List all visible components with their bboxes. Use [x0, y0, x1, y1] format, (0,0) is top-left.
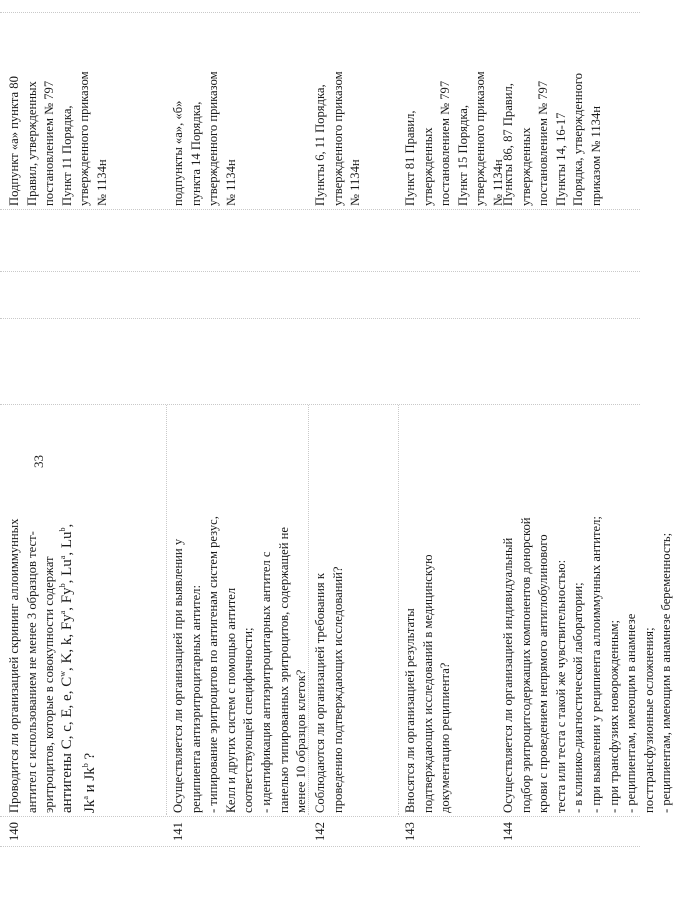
question-line: - реципиентам, имеющим в анамнезе беременность;	[659, 532, 674, 813]
reference-line: утвержденного приказом	[206, 71, 221, 206]
question-line: антител с использованием не менее 3 образцов тест-	[24, 531, 39, 813]
reference-line: Правил, утвержденных	[24, 81, 39, 206]
reference-line: Пункты 6, 11 Порядка,	[313, 84, 327, 206]
legal-reference	[6, 16, 112, 206]
question-line: соответствующей специфичности;	[241, 627, 256, 813]
reference-line: № 1134н	[490, 159, 505, 206]
question-line: менее 10 образцов клеток?	[294, 669, 309, 813]
reference-line: № 1134н	[223, 159, 238, 206]
question-line: проведению подтверждающих исследований?	[330, 566, 345, 813]
question-line: - при выявлении у реципиента аллоиммунных антител;	[588, 516, 603, 813]
row-separator	[166, 405, 167, 815]
reference-line: Пункт 15 Порядка,	[455, 104, 470, 206]
reference-line: постановлением № 797	[42, 80, 57, 206]
reference-line: утвержденных	[420, 127, 435, 206]
row-number: 140	[7, 822, 21, 841]
question-text	[402, 408, 455, 813]
question-line: панелью типированных эритроцитов, содержащей не	[276, 527, 291, 813]
question-line: Осуществляется ли организацией при выявлении у	[171, 538, 185, 813]
reference-line: № 1134н	[94, 159, 109, 206]
reference-line: утвержденного приказом	[77, 71, 92, 206]
page-number: 33	[31, 455, 46, 468]
column-divider	[0, 271, 640, 272]
reference-line: Пункт 81 Правил,	[403, 110, 417, 206]
question-text	[6, 408, 100, 813]
reference-line: Пункты 86, 87 Правил,	[501, 83, 515, 206]
reference-line: Пункт 11 Порядка,	[59, 105, 74, 206]
reference-line: утвержденного приказом	[330, 71, 345, 206]
question-line: документацию реципиента?	[438, 662, 453, 813]
reference-line: пункта 14 Порядка,	[188, 101, 203, 206]
question-line: - идентификация антиэритроцитарных антител с	[258, 551, 273, 813]
reference-line: Подпункт «а» пункта 80	[7, 76, 21, 206]
legal-reference	[500, 16, 606, 206]
question-line: посттрансфузионные осложнения;	[641, 627, 656, 813]
reference-line: № 1134н	[348, 159, 363, 206]
question-line: крови с проведением непрямого антиглобулинового	[536, 534, 551, 813]
question-line: - в клинико-диагностической лаборатории;	[571, 582, 586, 813]
question-line: подбор эритроцитсодержащих компонентов донорской	[518, 517, 533, 813]
reference-line: Пункты 14, 16-17	[553, 112, 568, 206]
row-separator	[398, 405, 399, 815]
question-text	[170, 408, 311, 813]
column-divider	[0, 816, 640, 817]
row-number: 143	[403, 822, 417, 841]
question-line: - при трансфузиях новорожденным;	[606, 620, 621, 813]
question-line: - типирование эритроцитов по антигенам систем резус,	[206, 516, 221, 813]
row-number: 141	[171, 822, 185, 841]
row-number: 144	[501, 822, 515, 841]
question-text	[500, 408, 676, 813]
table-border-right	[0, 12, 640, 13]
question-line: - реципиентам, имеющим в анамнезе	[624, 613, 639, 813]
legal-reference	[170, 16, 240, 206]
question-line: Осуществляется ли организацией индивидуальный	[501, 537, 515, 813]
question-line: Jk$^a$ и Jk$^b$ ?	[81, 752, 99, 813]
question-line: эритроцитов, которые в совокупности содержат	[42, 556, 57, 813]
reference-line: приказом № 1134н	[588, 106, 603, 206]
reference-line: утвержденных	[518, 127, 533, 206]
question-text	[312, 408, 347, 813]
reference-line: постановлением № 797	[438, 80, 453, 206]
column-divider	[0, 404, 640, 405]
reference-line: постановлением № 797	[536, 80, 551, 206]
question-line: теста или теста с такой же чувствительностью:	[553, 559, 568, 813]
question-line: подтверждающих исследований в медицинскую	[420, 554, 435, 813]
row-number: 142	[313, 822, 327, 841]
question-line: антигены C, c, E, e, $C^w$, K, k, Fy$^a$, Fy$^b$, Lu$^a$, Lu$^b$,	[57, 523, 75, 813]
question-line: Проводится ли организацией скрининг аллоиммунных	[7, 518, 21, 813]
question-line: Вносятся ли организацией результаты	[403, 608, 417, 813]
column-divider	[0, 318, 640, 319]
question-line: Соблюдаются ли организацией требования к	[313, 573, 327, 813]
question-line: Келл и других систем с помощью антител	[223, 587, 238, 813]
legal-reference	[402, 16, 508, 206]
question-line: реципиента антиэритроцитарных антител:	[188, 585, 203, 813]
table-border-left	[0, 846, 640, 847]
reference-line: подпункты «а», «б»	[171, 100, 185, 206]
legal-reference	[312, 16, 365, 206]
column-divider	[0, 209, 640, 210]
reference-line: Порядка, утвержденного	[571, 73, 586, 206]
reference-line: утвержденного приказом	[473, 71, 488, 206]
